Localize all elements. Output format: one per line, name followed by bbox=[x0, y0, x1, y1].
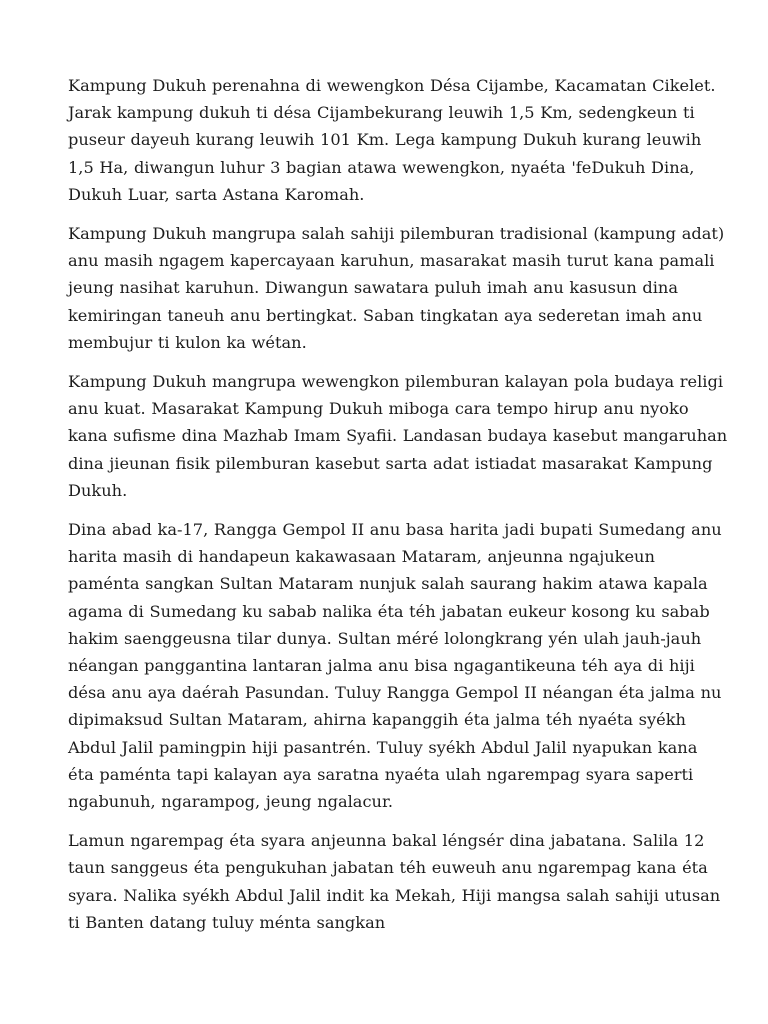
paragraph-4: Dina abad ka-17, Rangga Gempol II anu basa harita jadi bupati Sumedang anu harita masih di handapeun kakawasaan Mataram, anjeunna ngajukeun paménta sangkan Sultan Mataram nunjuk salah saurang hakim atawa kapala agama di Sumedang ku sabab nalika éta téh jabatan eukeur kosong ku sabab hakim saenggeusna tilar dunya. Sultan méré lolongkrang yén ulah jauh-jauh néangan panggantina lantaran jalma anu bisa ngagantikeuna téh aya di hiji désa anu aya daérah Pasundan. Tuluy Rangga Gempol II néangan éta jalma nu dipimaksud Sultan Mataram, ahirna kapanggih éta jalma téh nyaéta syékh Abdul Jalil pamingpin hiji pasantrén. Tuluy syékh Abdul Jalil nyapukan kana éta paménta tapi kalayan aya saratna nyaéta ulah ngarempag syara saperti ngabunuh, ngarampog, jeung ngalacur. bbox=[68, 520, 722, 812]
paragraph-2: Kampung Dukuh mangrupa salah sahiji pilemburan tradisional (kampung adat) anu masih ngagem kapercayaan karuhun, masarakat masih turut kana pamali jeung nasihat karuhun. Diwangun sawatara puluh imah anu kasusun dina kemiringan taneuh anu bertingkat. Saban tingkatan aya sederetan imah anu membujur ti kulon ka wétan. bbox=[68, 224, 725, 352]
paragraph-3: Kampung Dukuh mangrupa wewengkon pilemburan kalayan pola budaya religi anu kuat. Masarakat Kampung Dukuh miboga cara tempo hirup anu nyoko kana sufisme dina Mazhab Imam Syafii. Landasan budaya kasebut mangaruhan dina jieunan fisik pilemburan kasebut sarta adat istiadat masarakat Kampung Dukuh. bbox=[68, 372, 728, 500]
paragraph-5: Lamun ngarempag éta syara anjeunna bakal léngsér dina jabatana. Salila 12 taun sanggeus éta pengukuhan jabatan téh euweuh anu ngarempag kana éta syara. Nalika syékh Abdul Jalil indit ka Mekah, Hiji mangsa salah sahiji utusan ti Banten datang tuluy ménta sangkan bbox=[68, 831, 721, 932]
paragraph-1: Kampung Dukuh perenahna di wewengkon Désa Cijambe, Kacamatan Cikelet. Jarak kampung dukuh ti désa Cijambekurang leuwih 1,5 Km, sedengkeun ti puseur dayeuh kurang leuwih 101 Km. Lega kampung Dukuh kurang leuwih 1,5 Ha, diwangun luhur 3 bagian atawa wewengkon, nyaéta 'feDukuh Dina, Dukuh Luar, sarta Astana Karomah. bbox=[68, 76, 716, 204]
